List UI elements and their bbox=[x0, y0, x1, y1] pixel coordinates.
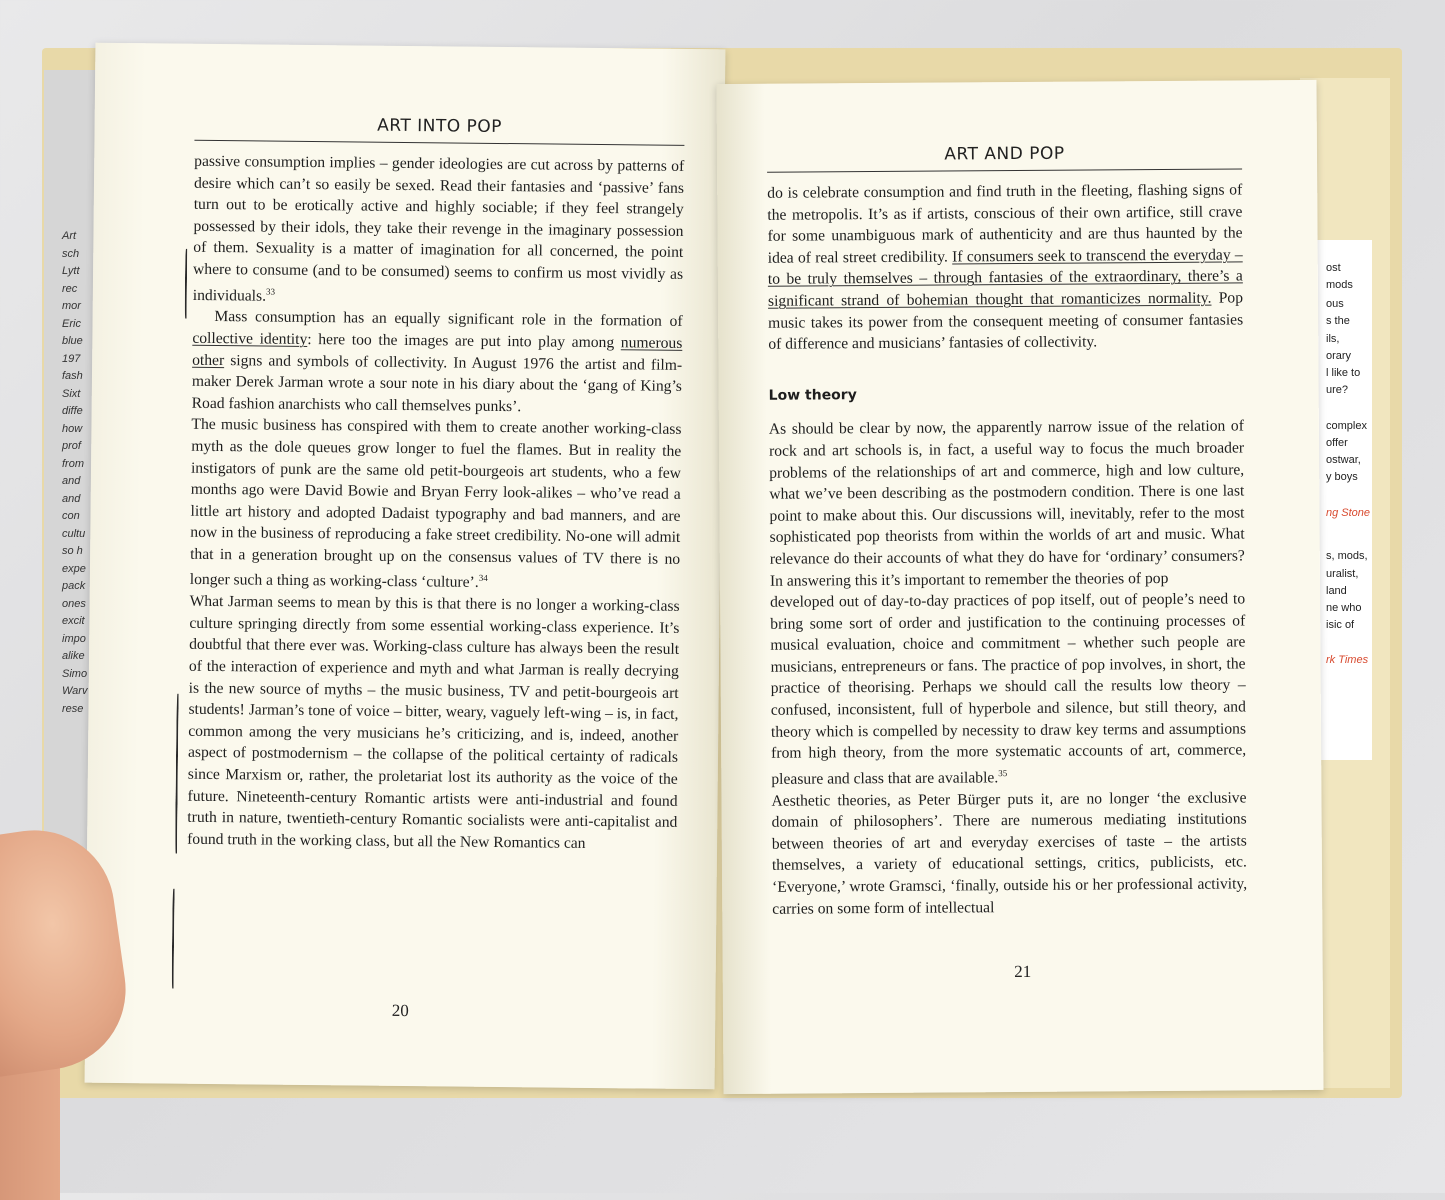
jacket-text-fragment: rese bbox=[62, 702, 84, 715]
paragraph bbox=[767, 179, 1243, 355]
jacket-text-fragment: ne who bbox=[1326, 602, 1362, 614]
jacket-text-fragment: isic of bbox=[1326, 619, 1355, 631]
jacket-text-fragment: so h bbox=[62, 545, 83, 557]
quote-text: developed out of day-to-day practices of pop itself, out of people’s need to bring some sort of order and justification to the continuing processes of musical evaluation, choice and commitment – whether such people are musicians, entrepreneurs or fans. The practice of pop involves, in short, the practice of theorising. Perhaps we should call the results low theory – confused, inconsistent, full of hyperbole and silence, but still theory, and theory which is compelled by necessity to draw key terms and assumptions from high theory, from the more systematic accounts of art, commerce, pleasure and class that are available. bbox=[770, 590, 1247, 788]
jacket-text-fragment: con bbox=[62, 510, 80, 522]
jacket-text-fragment: ost bbox=[1326, 262, 1341, 274]
section-heading: Low theory bbox=[768, 386, 857, 404]
jacket-text-fragment: y boys bbox=[1326, 471, 1358, 483]
running-head-right: ART AND POP bbox=[767, 142, 1242, 172]
jacket-text-fragment: from bbox=[62, 457, 84, 470]
jacket-text-fragment: rk Times bbox=[1326, 654, 1369, 666]
jacket-text-fragment: land bbox=[1326, 585, 1347, 597]
jacket-text-fragment: prof bbox=[62, 440, 81, 452]
pen-margin-mark bbox=[172, 889, 175, 989]
footnote-ref: 35 bbox=[998, 767, 1008, 779]
running-head-left: ART INTO POP bbox=[194, 114, 684, 146]
jacket-text-fragment: ones bbox=[62, 597, 86, 610]
jacket-text-fragment: alike bbox=[62, 650, 85, 662]
paragraph-text: do is celebrate consumption and find truth in the fleeting, flashing signs of the metropolis. It’s as if artists, conscious of their own artifice, still crave for some unambiguous mark of authenticity and are thus haunted by the idea of real street credibility. bbox=[767, 181, 1243, 267]
left-page bbox=[85, 43, 726, 1090]
pen-margin-mark bbox=[185, 249, 188, 319]
paragraph-text: Aesthetic theories, as Peter Bürger puts it, are no longer ‘the exclusive domain of philosophers’. There are numerous mediating institutions between theories of art and everyday exercises of taste – the artists themselves, a variety of educational settings, critics, publicists, etc. ‘Everyone,’ wrote Gramsci, ‘finally, outside his or her professional activity, carries on some form of intellectual bbox=[771, 789, 1248, 918]
quote-text: The music business has conspired with them to create another working-class myth as the dole queues grow longer to fuel the flames. But in reality the instigators of punk are the same old petit-bourgeois art students, who a few months ago were David Bowie and Bryan Ferry look-alikes – who’ve read a little art history and adopted Dadaist typography and bad manners, and are now in the business of reproducing a fake street credibility. No-one will admit that in a generation brought up on the consensus values of TV there is no longer such a thing as working-class ‘culture’. bbox=[189, 416, 682, 592]
jacket-text-fragment: how bbox=[62, 422, 83, 435]
paragraph bbox=[187, 591, 680, 855]
paragraph bbox=[193, 151, 685, 311]
jacket-text-fragment: ostwar, bbox=[1326, 454, 1361, 466]
underlined-passage: If consumers seek to transcend the everyday – to be truly themselves – through fantasies of the extraordinary, there’s a significant strand of bohemian thought that romanticizes normality. bbox=[767, 246, 1243, 310]
jacket-text-fragment: uralist, bbox=[1326, 568, 1359, 580]
jacket-text-fragment: Sixt bbox=[62, 387, 81, 400]
jacket-text-fragment: Art bbox=[62, 230, 77, 242]
pen-margin-mark bbox=[175, 694, 179, 854]
jacket-text-fragment: mor bbox=[62, 300, 81, 312]
jacket-text-fragment: s the bbox=[1326, 315, 1350, 327]
jacket-text-fragment: excit bbox=[62, 615, 85, 627]
paragraph-text: Pop music takes its power from the consequent meeting of consumer fantasies of difference and musicians’ fantasies of collectivity. bbox=[768, 289, 1244, 353]
page-number-right: 21 bbox=[1014, 961, 1032, 982]
block-quote bbox=[190, 414, 682, 596]
paragraph bbox=[769, 416, 1245, 592]
jacket-text-fragment: fash bbox=[62, 370, 83, 382]
jacket-text-fragment: pack bbox=[62, 580, 86, 592]
jacket-text-fragment: orary bbox=[1326, 350, 1352, 362]
jacket-text-fragment: and bbox=[62, 475, 81, 487]
jacket-text-fragment: Lytt bbox=[62, 265, 80, 277]
footnote-ref: 34 bbox=[478, 573, 488, 584]
underlined-phrase: collective identity bbox=[192, 329, 308, 348]
jacket-text-fragment: ous bbox=[1326, 298, 1344, 310]
block-quote bbox=[770, 589, 1246, 791]
jacket-text-fragment: sch bbox=[62, 247, 80, 260]
jacket-text-fragment: l like to bbox=[1326, 367, 1361, 379]
jacket-text-fragment: expe bbox=[62, 562, 86, 575]
jacket-text-fragment: blue bbox=[62, 335, 83, 347]
underlined-phrase: numerous other bbox=[192, 334, 683, 369]
jacket-text-fragment: rec bbox=[62, 282, 78, 295]
paragraph-text: Mass consumption has an equally significant role in the formation of bbox=[214, 308, 683, 331]
paragraph-text: passive consumption implies – gender ideologies are cut across by patterns of desire which can’t so easily be sexed. Read their fantasies and ‘passive’ fans turn out to be erotically active and highly sociable; if they feel strangely possessed by their idols, they take their revenge in the imaginary possession of them. Sexuality is a matter of imagination for all concerned, the point where to consume (and to be consumed) seems to confirm us most vividly as individuals. bbox=[192, 152, 685, 305]
paragraph-text: signs and symbols of collectivity. In August 1976 the artist and film-maker Derek Jarman wrote a sour note in his diary about the ‘gang of King’s Road fashion anarchists who call themselves punks’. bbox=[191, 351, 683, 415]
jacket-text-fragment: offer bbox=[1326, 437, 1348, 449]
jacket-text-fragment: ure? bbox=[1326, 384, 1349, 396]
jacket-text-fragment: Eric bbox=[62, 317, 81, 330]
paragraph-text: What Jarman seems to mean by this is that there is no longer a working-class culture springing directly from some essential working-class experience. It’s doubtful that there ever was. Working-class culture has always been the result of the interaction of experience and myth and what Jarman is really decrying is the new source of myths – the music business, TV and petit-bourgeois art students! Jarman’s tone of voice – bitter, weary, vaguely left-wing – is, in fact, common among the very musicians he’s criticizing, and is, indeed, another aspect of postmodernism – the collapse of the political certainty of radicals since Marxism or, rather, the proletariat lost its authority as the voice of the future. Nineteenth-century Romantic artists were anti-industrial and found truth in nature, twentieth-century Romantic socialists were anti-capitalist and found truth in the working class, but all the New Romantics can bbox=[187, 592, 680, 852]
page-number-left: 20 bbox=[391, 1000, 409, 1021]
jacket-text-fragment: 197 bbox=[62, 352, 81, 365]
jacket-text-fragment: impo bbox=[62, 632, 86, 645]
paragraph bbox=[192, 306, 683, 419]
right-page bbox=[716, 80, 1323, 1094]
jacket-text-fragment: mods bbox=[1326, 279, 1353, 291]
left-body bbox=[187, 151, 684, 855]
jacket-text-fragment: s, mods, bbox=[1326, 550, 1368, 562]
jacket-text-fragment: ils, bbox=[1326, 333, 1340, 345]
jacket-text-fragment: Warv bbox=[62, 685, 88, 697]
jacket-text-fragment: Simo bbox=[62, 667, 88, 680]
right-body bbox=[767, 179, 1247, 919]
jacket-text-fragment: cultu bbox=[62, 527, 86, 540]
paragraph bbox=[771, 787, 1247, 920]
footnote-ref: 33 bbox=[266, 286, 276, 297]
paragraph-text: : here too the images are put into play among bbox=[307, 330, 621, 352]
jacket-text-fragment: and bbox=[62, 492, 81, 505]
jacket-text-fragment: complex bbox=[1326, 420, 1367, 432]
jacket-text-fragment: ng Stone bbox=[1326, 507, 1371, 519]
jacket-text-fragment: diffe bbox=[62, 405, 83, 417]
paragraph-text: As should be clear by now, the apparently narrow issue of the relation of rock and art schools is, in fact, a useful way to focus the much broader problems of the relationships of art and commerce, high and low culture, what we’ve been describing as the postmodern condition. There is one last point to make about this. Our discussions will, inevitably, refer to the most sophisticated pop theorists from within the worlds of art and music. What relevance do their accounts of what they do have for ‘ordinary’ consumers? In answering this it’s important to remember the theories of pop bbox=[768, 417, 1245, 590]
